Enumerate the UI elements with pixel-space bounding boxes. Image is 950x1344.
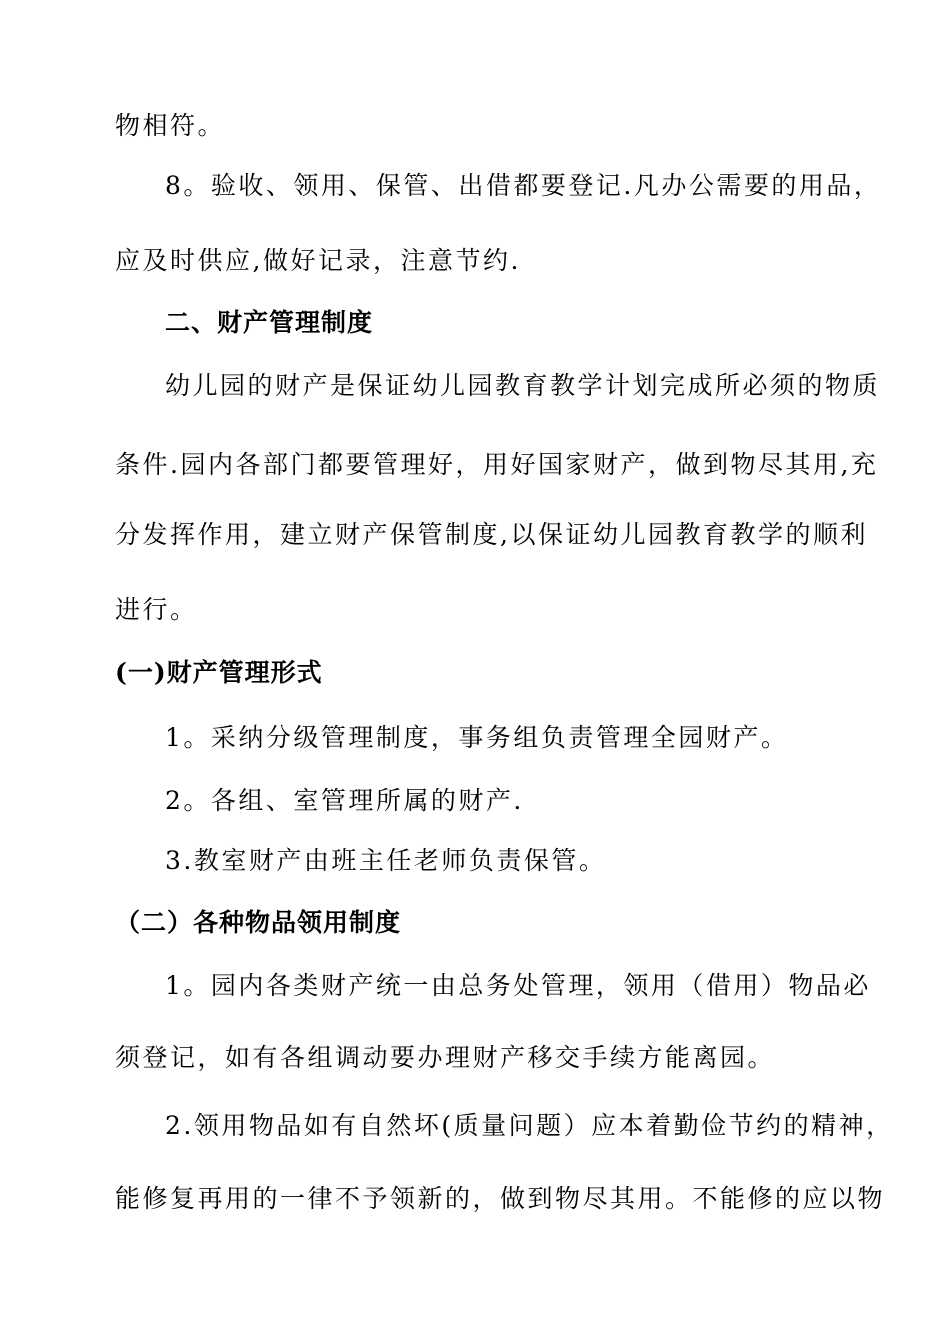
paragraph-line: 幼儿园的财产是保证幼儿园教育教学计划完成所必须的物质 <box>165 371 881 400</box>
paragraph-line: 进行。 <box>115 595 198 624</box>
paragraph-line: 能修复再用的一律不予领新的，做到物尽其用。不能修的应以物 <box>115 1184 886 1213</box>
list-item: 1。采纳分级管理制度，事务组负责管理全园财产。 <box>165 723 789 752</box>
list-item: 2。各组、室管理所属的财产. <box>165 786 524 815</box>
paragraph-line: 应及时供应,做好记录，注意节约. <box>115 246 521 275</box>
list-item: 1。园内各类财产统一由总务处管理，领用（借用）物品必 <box>165 971 871 1000</box>
list-item: 2.领用物品如有自然坏(质量问题）应本着勤俭节约的精神， <box>165 1111 894 1140</box>
paragraph-line: 条件.园内各部门都要管理好，用好国家财产，做到物尽其用,充 <box>115 450 879 479</box>
paragraph-line: 8。验收、领用、保管、出借都要登记.凡办公需要的用品， <box>165 171 882 200</box>
subsection-heading: （二）各种物品领用制度 <box>115 908 402 937</box>
section-heading: 二、财产管理制度 <box>165 308 374 337</box>
paragraph-line: 须登记，如有各组调动要办理财产移交手续方能离园。 <box>115 1043 776 1072</box>
paragraph-line: 分发挥作用，建立财产保管制度,以保证幼儿园教育教学的顺利 <box>115 520 868 549</box>
subsection-heading: (一)财产管理形式 <box>115 658 323 687</box>
list-item: 3.教室财产由班主任老师负责保管。 <box>165 846 607 875</box>
paragraph-line: 物相符。 <box>115 111 226 140</box>
